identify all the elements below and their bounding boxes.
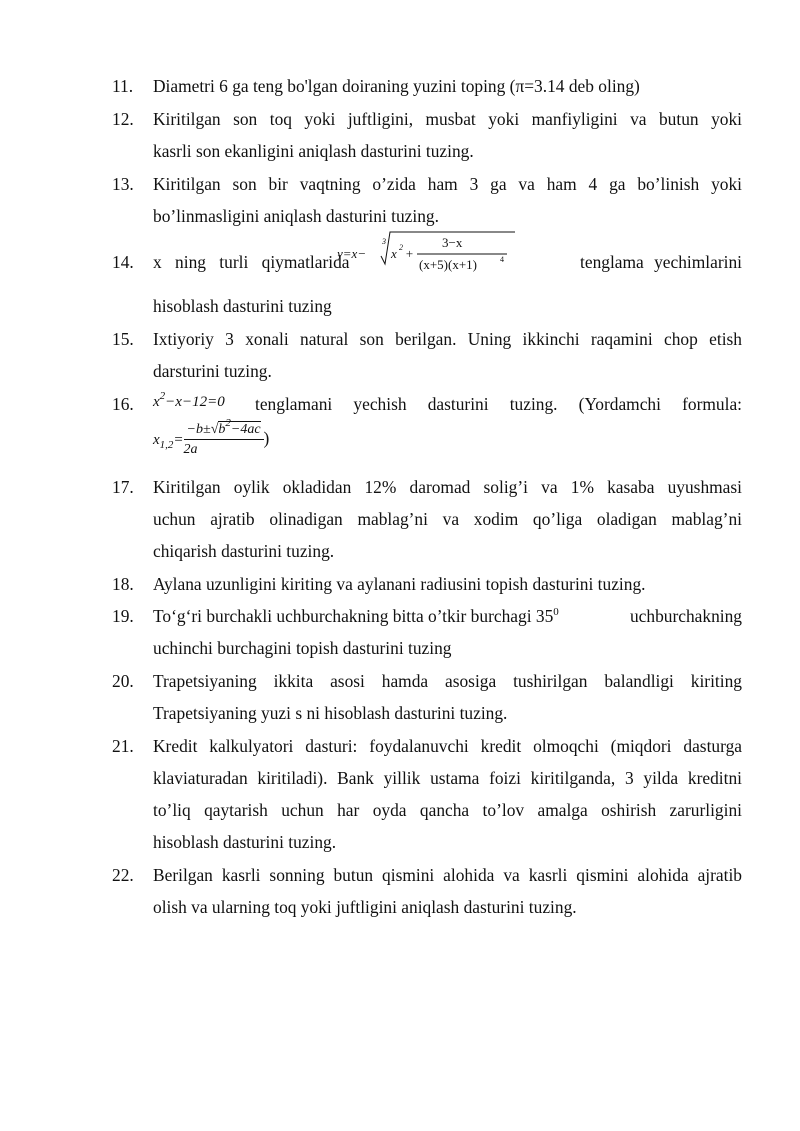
item-number: 14.: [112, 252, 134, 272]
formula-numerator: 3−x: [442, 235, 463, 250]
item-text: Trapetsiyaning yuzi s ni hisoblash dasturini tuzing.: [153, 703, 508, 723]
item-text: Kredit kalkulyatori dasturi: foydalanuvchi kredit olmoqchi (miqdori dasturga: [153, 736, 742, 756]
item-text: tenglamani yechish dasturini tuzing. (Yordamchi formula:: [255, 394, 742, 414]
item-number: 17.: [112, 477, 134, 497]
num-pre: −b±: [186, 422, 211, 437]
item-number: 11.: [112, 76, 134, 96]
quadratic-fraction: $\frac{-b\pm√b^2-4ac}{2a}$: [184, 422, 264, 458]
item-text: olish va ularning toq yoki juftligini aniqlash dasturini tuzing.: [153, 897, 577, 917]
item-number: 13.: [112, 174, 134, 194]
item-text: hisoblash dasturini tuzing.: [153, 832, 337, 852]
item-text: Trapetsiyaning ikkita asosi hamda asosiga tushirilgan balandligi kiriting: [153, 671, 742, 691]
x12-sub: 1,2: [159, 439, 174, 451]
item-number: 21.: [112, 736, 134, 756]
item-number: 20.: [112, 671, 134, 691]
degree-superscript: 0: [553, 606, 559, 618]
item-text: Kiritilgan son toq yoki juftligini, musbat yoki manfiyligini va butun yoki: [153, 109, 742, 129]
eq-rest: −x−12=0: [165, 394, 225, 410]
eq-x: x: [153, 394, 160, 410]
item-number: 19.: [112, 606, 134, 626]
item-text: uchinchi burchagini topish dasturini tuzing: [153, 638, 452, 658]
num-rad: b: [218, 422, 226, 437]
helper-formula: [153, 417, 323, 458]
item-number: 16.: [112, 394, 134, 414]
item-text: bo’linmasligini aniqlash dasturini tuzing.: [153, 206, 439, 226]
item-number: 15.: [112, 329, 134, 349]
item-text: uchun ajratib olinadigan mablag’ni va xodim qo’liga oladigan mablag’ni: [153, 509, 742, 529]
formula-denominator: (x+5)(x+1): [419, 257, 477, 272]
item-text: Aylana uzunligini kiriting va aylanani radiusini topish dasturini tuzing.: [153, 574, 646, 594]
item-text: Kiritilgan oylik okladidan 12% daromad solig’i va 1% kasaba uyushmasi: [153, 477, 742, 497]
item-text: hisoblash dasturini tuzing: [153, 296, 332, 316]
item-text: uchburchakning: [629, 606, 742, 626]
item-text: x ning turli qiymatlarida: [153, 252, 350, 272]
item-number: 12.: [112, 109, 134, 129]
item-text: Diametri 6 ga teng bo'lgan doiraning yuzini toping (π=3.14 deb oling): [153, 76, 640, 96]
item-text: kasrli son ekanligini aniqlash dasturini tuzing.: [153, 141, 474, 161]
formula-x-power: 2: [399, 243, 403, 252]
equation: [153, 390, 253, 411]
item-text-part: To‘g‘ri burchakli uchburchakning bitta o’tkir burchagi 35: [153, 606, 554, 626]
formula-lhs: y=x−: [337, 246, 367, 261]
x12: x: [153, 432, 160, 448]
item-number: 22.: [112, 865, 134, 885]
item-text: darsturini tuzing.: [153, 361, 272, 381]
formula-x: x: [391, 246, 397, 261]
item-text: Berilgan kasrli sonning butun qismini alohida va kasrli qismini alohida ajratib: [153, 865, 742, 885]
root-index: 3: [382, 237, 386, 246]
eq-sign: =: [173, 432, 184, 448]
formula-denominator-power: 4: [500, 255, 504, 264]
item-text: Kiritilgan son bir vaqtning o’zida ham 3 ga va ham 4 ga bo’linish yoki: [153, 174, 742, 194]
eq-power: 2: [159, 390, 166, 402]
den: 2a: [183, 442, 198, 457]
num-rad-power: 2: [225, 417, 231, 429]
item-text: chiqarish dasturini tuzing.: [153, 541, 335, 561]
item-text: Ixtiyoriy 3 xonali natural son berilgan. Uning ikkinchi raqamini chop etish: [153, 329, 742, 349]
item-text: to’liq qaytarish uchun har oyda qancha to’lov amalga oshirish zarurligini: [153, 800, 742, 820]
formula-14: [337, 228, 517, 276]
item-number: 18.: [112, 574, 134, 594]
closing-paren: ): [263, 428, 270, 448]
formula-plus: +: [405, 246, 414, 261]
num-rad-rest: −4ac: [230, 422, 261, 437]
item-text: klaviaturadan kiritiladi). Bank yillik ustama foizi kiritilganda, 3 yilda kreditni: [153, 768, 742, 788]
item-text: [153, 606, 633, 627]
item-text: tenglama yechimlarini: [580, 252, 742, 272]
